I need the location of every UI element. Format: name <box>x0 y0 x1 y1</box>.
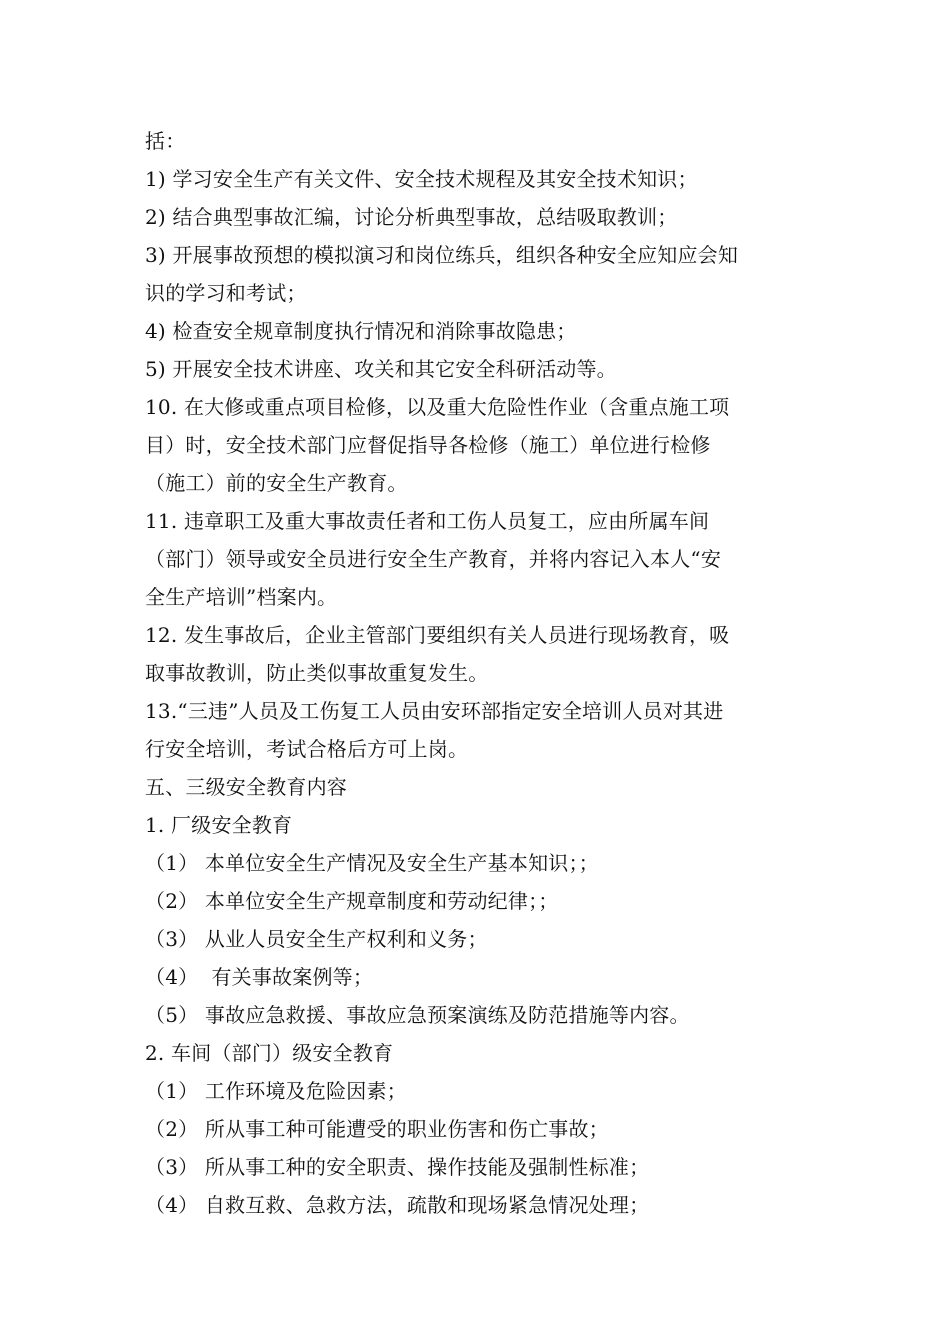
list-item: （1） 工作环境及危险因素； <box>145 1079 407 1103</box>
list-item: （3） 所从事工种的安全职责、操作技能及强制性标准； <box>145 1155 650 1179</box>
paragraph-line: （部门）领导或安全员进行安全生产教育，并将内容记入本人“安 <box>145 547 722 571</box>
paragraph-line: （施工）前的安全生产教育。 <box>145 471 408 495</box>
list-item: （4） 自救互救、急救方法，疏散和现场紧急情况处理； <box>145 1193 650 1217</box>
document-body <box>145 122 810 1224</box>
text-line: 识的学习和考试； <box>145 281 307 305</box>
list-item: （2） 本单位安全生产规章制度和劳动纪律；； <box>145 889 559 913</box>
list-item: （5） 事故应急救援、事故应急预案演练及防范措施等内容。 <box>145 1003 690 1027</box>
subsection-heading: 1. 厂级安全教育 <box>145 813 293 837</box>
list-item: （4） 有关事故案例等； <box>145 965 374 989</box>
text-line: 括： <box>145 129 186 153</box>
list-item: （2） 所从事工种可能遭受的职业伤害和伤亡事故； <box>145 1117 609 1141</box>
subsection-heading: 2. 车间（部门）级安全教育 <box>145 1041 394 1065</box>
paragraph-line: 全生产培训”档案内。 <box>145 585 338 609</box>
list-item: 1) 学习安全生产有关文件、安全技术规程及其安全技术知识； <box>145 167 698 191</box>
paragraph-line: 11. 违章职工及重大事故责任者和工伤人员复工，应由所属车间 <box>145 509 710 533</box>
list-item: 2) 结合典型事故汇编，讨论分析典型事故，总结吸取教训； <box>145 205 678 229</box>
list-item: （1） 本单位安全生产情况及安全生产基本知识；； <box>145 851 599 875</box>
list-item: 5) 开展安全技术讲座、攻关和其它安全科研活动等。 <box>145 357 617 381</box>
paragraph-line: 12. 发生事故后，企业主管部门要组织有关人员进行现场教育，吸 <box>145 623 730 647</box>
section-heading: 五、三级安全教育内容 <box>145 775 347 799</box>
paragraph-line: 目）时，安全技术部门应督促指导各检修（施工）单位进行检修 <box>145 433 711 457</box>
list-item: （3） 从业人员安全生产权利和义务； <box>145 927 488 951</box>
paragraph-line: 行安全培训，考试合格后方可上岗。 <box>145 737 469 761</box>
paragraph-line: 10. 在大修或重点项目检修，以及重大危险性作业（含重点施工项 <box>145 395 730 419</box>
list-item: 4) 检查安全规章制度执行情况和消除事故隐患； <box>145 319 577 343</box>
paragraph-line: 13.“三违”人员及工伤复工人员由安环部指定安全培训人员对其进 <box>145 699 724 723</box>
list-item: 3) 开展事故预想的模拟演习和岗位练兵，组织各种安全应知应会知 <box>145 243 739 267</box>
paragraph-line: 取事故教训，防止类似事故重复发生。 <box>145 661 489 685</box>
